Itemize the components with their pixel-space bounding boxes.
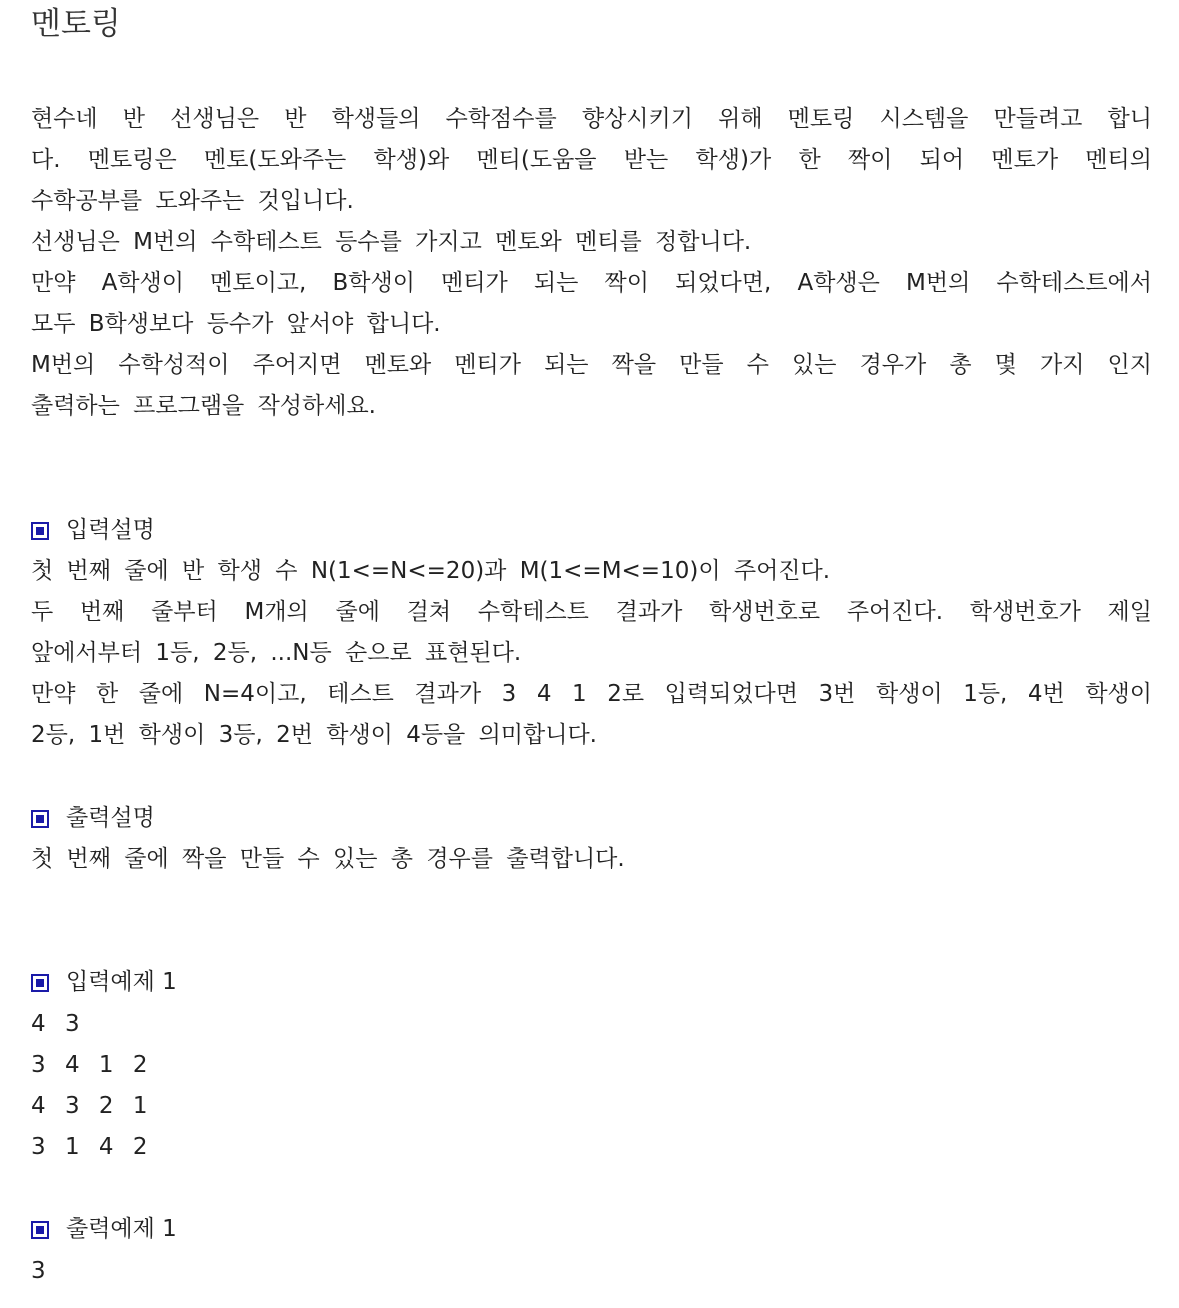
problem-line: 만약 A학생이 멘토이고, B학생이 멘티가 되는 짝이 되었다면, A학생은 M번의 수학테스트에서 — [31, 270, 1152, 296]
input-example-line: 4 3 — [31, 1011, 86, 1037]
square-bullet-icon — [31, 1221, 49, 1239]
input-desc-line: 두 번째 줄부터 M개의 줄에 걸쳐 수학테스트 결과가 학생번호로 주어진다. 학생번호가 제일 — [31, 599, 1152, 625]
input-desc-heading — [31, 510, 155, 551]
input-example-line: 4 3 2 1 — [31, 1093, 154, 1119]
input-example-line: 3 4 1 2 — [31, 1052, 154, 1078]
problem-line: 출력하는 프로그램을 작성하세요. — [31, 393, 376, 419]
input-desc-line: 만약 한 줄에 N=4이고, 테스트 결과가 3 4 1 2로 입력되었다면 3번 학생이 1등, 4번 학생이 — [31, 681, 1152, 707]
input-desc-line: 앞에서부터 1등, 2등, ...N등 순으로 표현된다. — [31, 640, 522, 666]
input-example-heading-label: 입력예제 1 — [66, 969, 177, 995]
output-description — [31, 839, 1152, 880]
output-desc-line: 첫 번째 줄에 짝을 만들 수 있는 총 경우를 출력합니다. — [31, 846, 625, 872]
square-bullet-icon — [31, 974, 49, 992]
problem-line: 현수네 반 선생님은 반 학생들의 수학점수를 향상시키기 위해 멘토링 시스템을 만들려고 합니 — [31, 106, 1152, 132]
page-title: 멘토링 — [31, 6, 121, 42]
input-example-heading — [31, 962, 177, 1003]
problem-line: 선생님은 M번의 수학테스트 등수를 가지고 멘토와 멘티를 정합니다. — [31, 229, 752, 255]
problem-line: M번의 수학성적이 주어지면 멘토와 멘티가 되는 짝을 만들 수 있는 경우가 총 몇 가지 인지 — [31, 352, 1152, 378]
output-example-block — [31, 1251, 52, 1292]
input-example-block — [31, 1004, 153, 1168]
square-bullet-icon — [31, 810, 49, 828]
input-desc-line: 2등, 1번 학생이 3등, 2번 학생이 4등을 의미합니다. — [31, 722, 597, 748]
output-desc-heading — [31, 798, 155, 839]
problem-statement — [31, 99, 1152, 427]
problem-line: 다. 멘토링은 멘토(도와주는 학생)와 멘티(도움을 받는 학생)가 한 짝이 되어 멘토가 멘티의 — [31, 147, 1152, 173]
problem-line: 모두 B학생보다 등수가 앞서야 합니다. — [31, 311, 441, 337]
output-example-heading — [31, 1209, 177, 1250]
output-example-heading-label: 출력예제 1 — [66, 1216, 177, 1242]
input-desc-heading-label: 입력설명 — [66, 517, 155, 543]
input-desc-line: 첫 번째 줄에 반 학생 수 N(1<=N<=20)과 M(1<=M<=10)이 주어진다. — [31, 558, 831, 584]
problem-line: 수학공부를 도와주는 것입니다. — [31, 188, 354, 214]
input-description — [31, 551, 1152, 756]
output-desc-heading-label: 출력설명 — [66, 805, 155, 831]
square-bullet-icon — [31, 522, 49, 540]
output-example-value: 3 — [31, 1258, 52, 1284]
input-example-line: 3 1 4 2 — [31, 1134, 154, 1160]
